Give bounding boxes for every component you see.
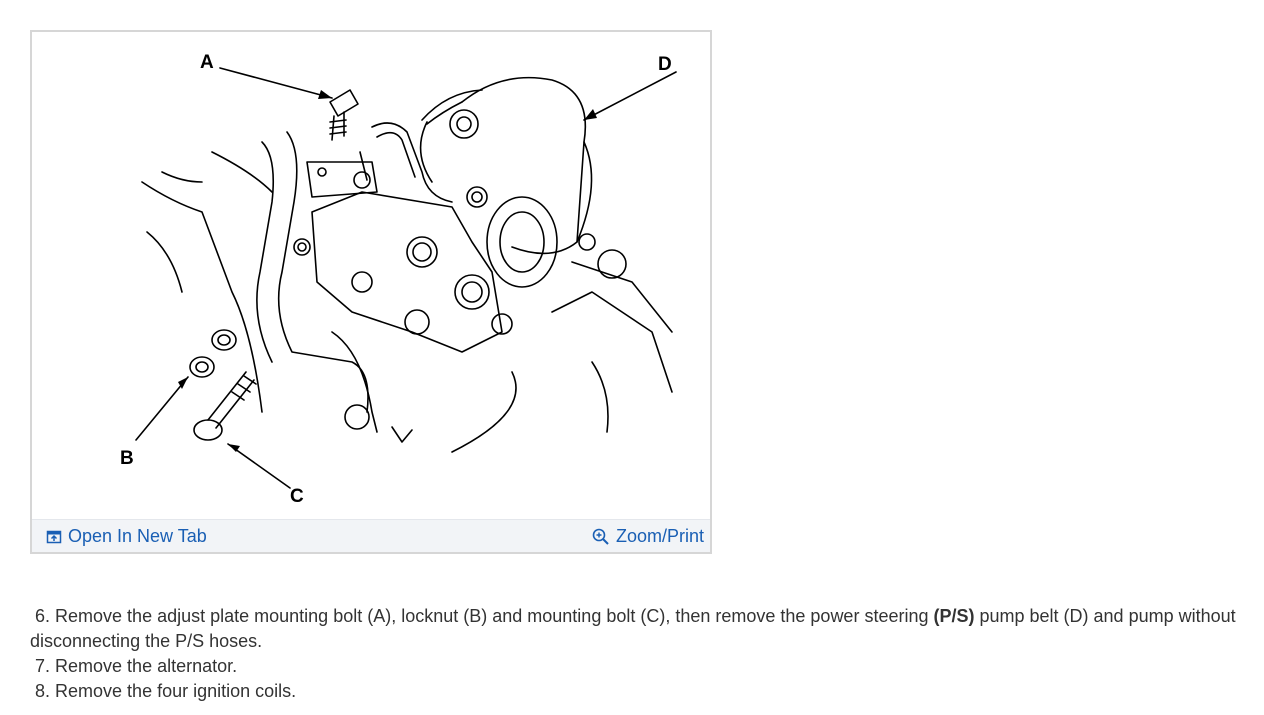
step-text-bold: (P/S): [933, 606, 975, 626]
step-6: [30, 604, 1240, 654]
callout-b: B: [120, 448, 134, 469]
pump-removal-diagram: [32, 32, 710, 522]
figure-card: [30, 30, 712, 554]
callout-a: A: [200, 52, 214, 73]
step-number: 8.: [35, 681, 51, 701]
step-text: Remove the alternator.: [55, 656, 238, 676]
step-7: [30, 654, 1240, 679]
figure-toolbar: [32, 519, 710, 552]
instruction-steps: [30, 604, 1240, 704]
step-text: Remove the adjust plate mounting bolt (A), locknut (B) and mounting bolt (C), then remove the power steering: [55, 606, 934, 626]
open-new-tab-icon: [46, 529, 62, 545]
step-number: 6.: [35, 606, 51, 626]
open-new-tab-label: Open In New Tab: [68, 526, 207, 546]
step-text: Remove the four ignition coils.: [55, 681, 297, 701]
callout-d: D: [658, 54, 672, 75]
zoom-print-label: Zoom/Print: [615, 526, 704, 546]
zoom-in-icon: [592, 528, 610, 546]
step-text-rest: pump belt (D) and pump without disconnecting the P/S hoses.: [30, 606, 1236, 651]
open-new-tab-link[interactable]: [46, 526, 207, 547]
callout-c: C: [290, 486, 304, 507]
step-8: [30, 679, 1240, 704]
zoom-print-link[interactable]: [592, 526, 704, 547]
step-number: 7.: [35, 656, 51, 676]
